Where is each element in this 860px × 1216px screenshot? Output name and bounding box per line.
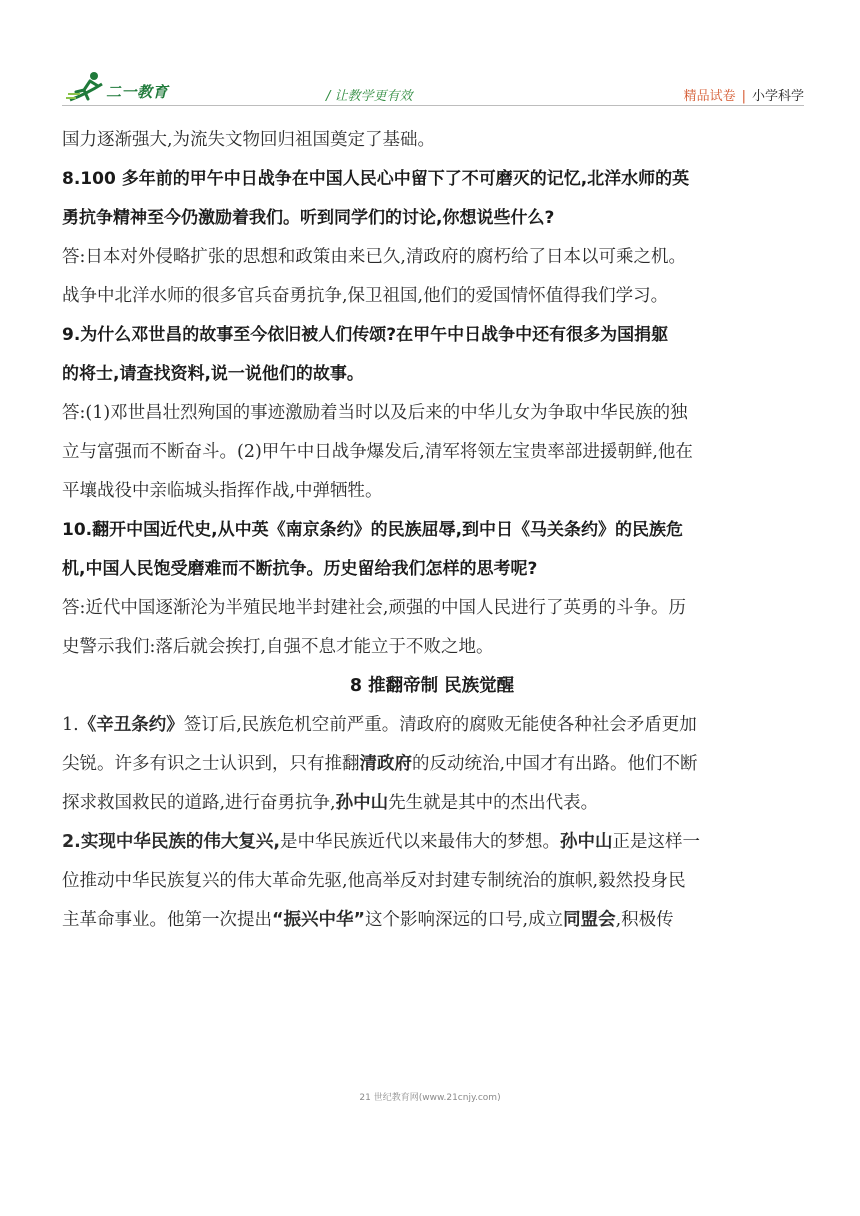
question-8-line-1: 8.100 多年前的甲午中日战争在中国人民心中留下了不可磨灭的记忆,北洋水师的英 — [62, 169, 690, 189]
question-10-line-1: 10.翻开中国近代史,从中英《南京条约》的民族屈辱,到中日《马关条约》的民族危 — [62, 520, 684, 540]
text-span: 的反动统治,中国才有出路。他们不断 — [412, 754, 698, 774]
doc-tag: 精品试卷 — [683, 89, 736, 104]
header-right — [684, 85, 804, 104]
header-divider — [62, 105, 804, 106]
section-title: 8 推翻帝制 民族觉醒 — [349, 676, 515, 696]
header-separator: | — [741, 89, 746, 104]
text-span: 正是这样一 — [612, 832, 700, 852]
answer-8-line-2: 战争中北洋水师的很多官兵奋勇抗争,保卫祖国,他们的爱国情怀值得我们学习。 — [62, 286, 669, 306]
answer-9-line-2: 立与富强而不断奋斗。(2)甲午中日战争爆发后,清军将领左宝贵率部进援朝鲜,他在 — [62, 442, 693, 462]
slogan: / 让教学更有效 — [326, 89, 413, 104]
keyword-qing-government: 清政府 — [359, 754, 412, 774]
question-9-line-2: 的将士,请查找资料,说一说他们的故事。 — [62, 364, 364, 384]
question-9-line-1: 9.为什么邓世昌的故事至今依旧被人们传颂?在甲午中日战争中还有很多为国捐躯 — [62, 325, 669, 345]
text-span: 这个影响深远的口号,成立 — [365, 910, 564, 930]
text-line: 国力逐渐强大,为流失文物回归祖国奠定了基础。 — [62, 130, 436, 150]
text-span: 主革命事业。他第一次提出 — [62, 910, 272, 930]
text-span: 尖锐。许多有识之士认识到，只有推翻 — [62, 754, 360, 774]
treaty-name: 《辛丑条约》 — [78, 715, 184, 735]
answer-10-line-2: 史警示我们:落后就会挨打,自强不息才能立于不败之地。 — [62, 637, 494, 657]
paragraph-1-line-1 — [62, 706, 802, 745]
answer-10-line-1: 答:近代中国逐渐沦为半殖民地半封建社会,顽强的中国人民进行了英勇的斗争。历 — [62, 598, 686, 618]
question-8-line-2: 勇抗争精神至今仍激励着我们。听到同学们的讨论,你想说些什么? — [62, 208, 555, 228]
keyword-slogan: “振兴中华” — [272, 910, 366, 930]
logo-text: 二一教育 — [106, 83, 169, 101]
paragraph-2-line-3 — [62, 901, 802, 940]
text-span: 探求救国救民的道路,进行奋勇抗争, — [62, 793, 336, 813]
page-footer: 21 世纪教育网(www.21cnjy.com) — [359, 1093, 501, 1103]
document-body — [62, 121, 802, 940]
subject-label: 小学科学 — [751, 89, 804, 104]
keyword-sun-yat-sen: 孙中山 — [335, 793, 389, 813]
paragraph-1-line-2 — [62, 745, 802, 784]
keyword-rejuvenation: 2.实现中华民族的伟大复兴, — [62, 832, 280, 852]
paragraph-2-line-2: 位推动中华民族复兴的伟大革命先驱,他高举反对封建专制统治的旗帜,毅然投身民 — [62, 871, 686, 891]
paragraph-1-number: 1. — [62, 715, 79, 735]
text-span: 先生就是其中的杰出代表。 — [388, 793, 599, 813]
answer-9-line-3: 平壤战役中亲临城头指挥作战,中弹牺牲。 — [62, 481, 383, 501]
answer-8-line-1: 答:日本对外侵略扩张的思想和政策由来已久,清政府的腐朽给了日本以可乘之机。 — [62, 247, 686, 267]
paragraph-2-line-1 — [62, 823, 802, 862]
answer-9-line-1: 答:(1)邓世昌壮烈殉国的事迹激励着当时以及后来的中华儿女为争取中华民族的独 — [62, 403, 688, 423]
keyword-sun-yat-sen: 孙中山 — [559, 832, 613, 852]
question-10-line-2: 机,中国人民饱受磨难而不断抗争。历史留给我们怎样的思考呢? — [62, 559, 538, 579]
keyword-tongmenghui: 同盟会 — [563, 910, 616, 930]
text-span: ,积极传 — [615, 910, 674, 930]
page-header — [0, 0, 860, 112]
text-span: 是中华民族近代以来最伟大的梦想。 — [279, 832, 560, 852]
paragraph-1-text: 签订后,民族危机空前严重。清政府的腐败无能使各种社会矛盾更加 — [183, 715, 697, 735]
paragraph-1-line-3 — [62, 784, 802, 823]
